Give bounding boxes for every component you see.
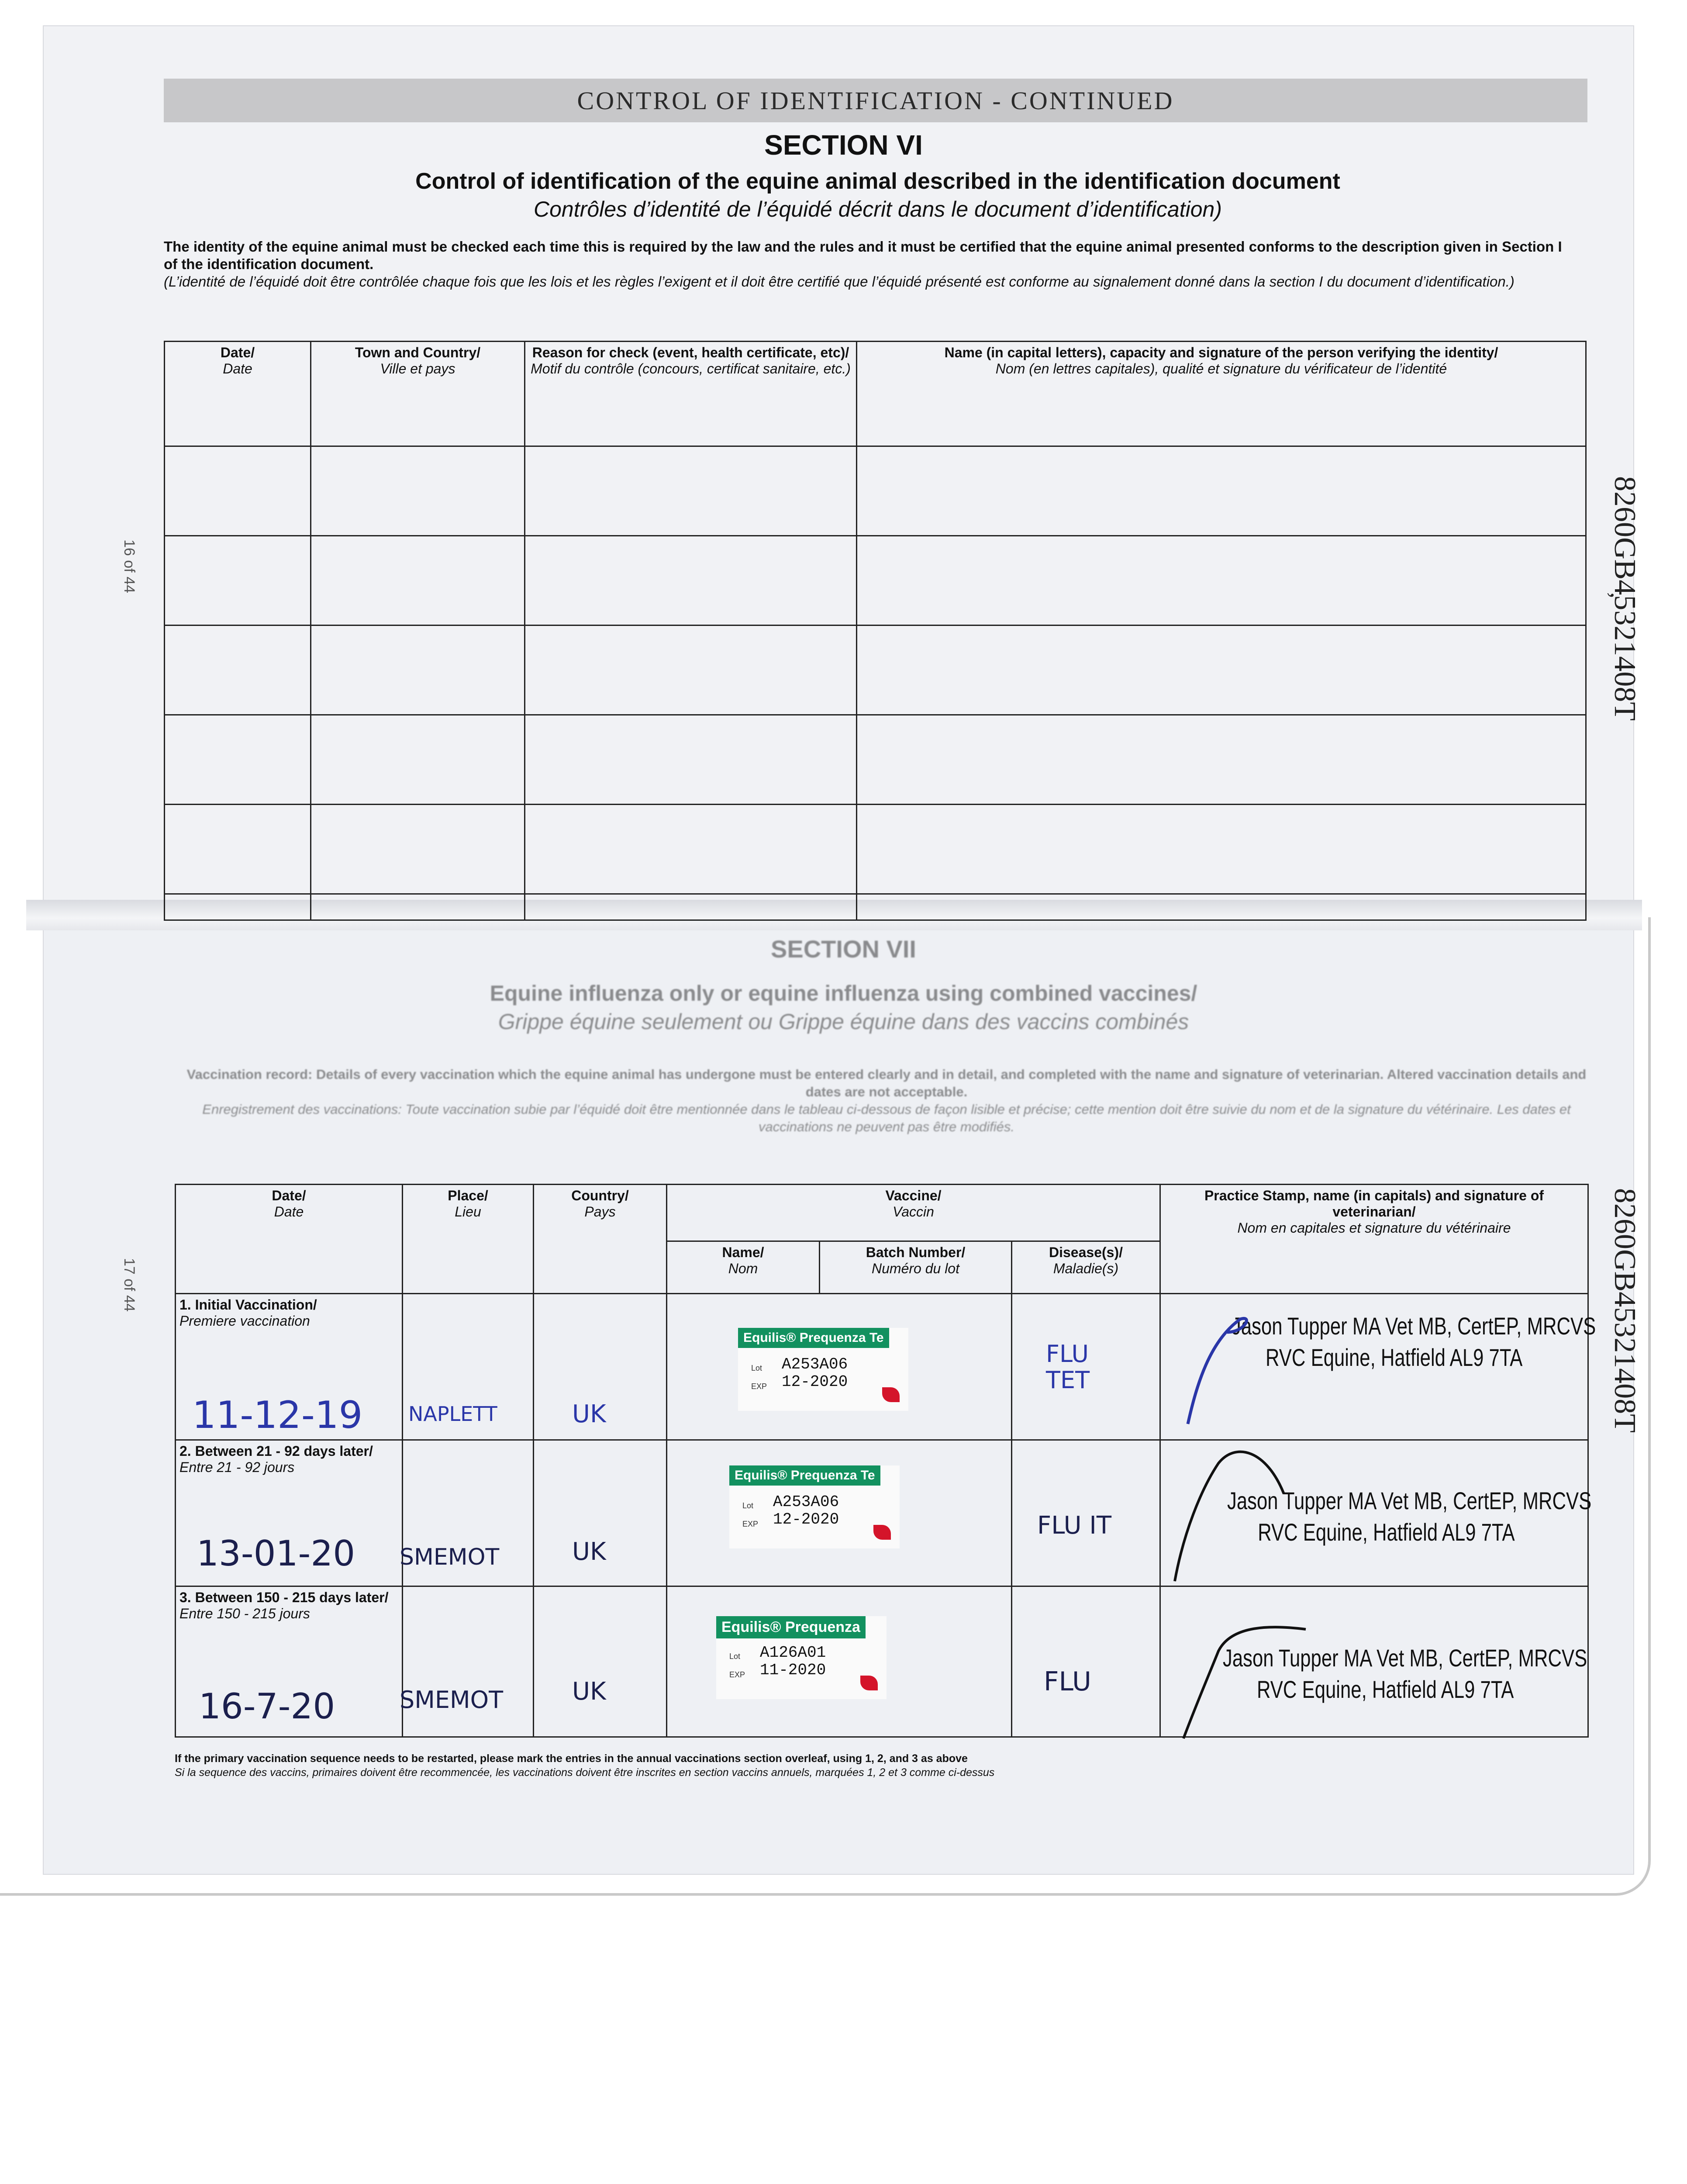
- row1-country: UK: [572, 1400, 606, 1428]
- label-corner-mark: [860, 1676, 878, 1690]
- document-number-top: 8260GB4̦5321408T: [1608, 476, 1642, 721]
- section-vi-title: SECTION VI: [764, 129, 923, 161]
- col-country: Country/ Pays: [534, 1185, 667, 1294]
- row-label-1: 1. Initial Vaccination/ Premiere vaccination: [176, 1294, 403, 1440]
- vet-signature-3: [1175, 1616, 1314, 1747]
- section-vi-intro: [164, 238, 1566, 290]
- vacc-intro-en: Vaccination record: Details of every vaccination which the equine animal has undergone must be entered clearly and in detail, and completed with the name and signature of veterinarian. Altered vaccination details and dates are not acceptable.: [186, 1067, 1587, 1099]
- intro-en: The identity of the equine animal must be checked each time this is required by the law and the rules and it must be certified that the equine animal presented conforms to the description given in Section I of the identification document.: [164, 238, 1562, 272]
- expiry-2: 12-2020: [773, 1510, 839, 1528]
- table-row: [165, 536, 1586, 625]
- intro-fr: (L’identité de l’équidé doit être contrôlée chaque fois que les lois et les règles l’exigent et il doit être certifié que l’équidé présenté est conforme au signalement donné dans la section I du document d’identification.): [164, 273, 1515, 290]
- lot-number-1: A253A06: [782, 1355, 848, 1373]
- table-row: [165, 446, 1586, 536]
- row3-date: 16-7-20: [199, 1686, 335, 1727]
- document-number-bottom: 8260GB45321408T: [1608, 1188, 1642, 1433]
- row3-place: SMEMOT: [400, 1686, 504, 1714]
- section-vi-heading-fr: Contrôles d’identité de l’équidé décrit dans le document d’identification): [534, 197, 1222, 221]
- vaccination-footer-note: [175, 1752, 1590, 1780]
- section-vii-title: SECTION VII: [771, 935, 916, 963]
- vet-signature-2: [1162, 1437, 1293, 1590]
- vaccine-label-1: Equilis® Prequenza Te Lot EXP A253A06 12-2020: [738, 1328, 908, 1411]
- vaccine-label-2: Equilis® Prequenza Te Lot EXP A253A06 12-2020: [729, 1465, 900, 1548]
- col-town: Town and Country/ Ville et pays: [311, 342, 525, 446]
- table-row: [165, 625, 1586, 715]
- vacc-intro-fr: Enregistrement des vaccinations: Toute vaccination subie par l’équidé doit être mentionnée dans le tableau ci-dessous de façon lisible et précise; cette mention doit être suivie du nom et de la signature du vétérinaire. Les dates et vaccinations ne peuvent pas être modifiés.: [202, 1102, 1571, 1134]
- vet-signature-1: [1179, 1306, 1266, 1437]
- row1-date: 11-12-19: [192, 1393, 363, 1437]
- label-corner-mark: [873, 1525, 891, 1540]
- banner-text: CONTROL OF IDENTIFICATION - CONTINUED: [577, 86, 1174, 115]
- col-verifier: Name (in capital letters), capacity and signature of the person verifying the identity/ Nom (en lettres capitales), qualité et signature du vérificateur de l’identité: [857, 342, 1586, 446]
- row1-place: NAPLETT: [408, 1402, 497, 1426]
- col-stamp: Practice Stamp, name (in capitals) and signature of veterinarian/ Nom en capitales et signature du vétérinaire: [1160, 1185, 1588, 1294]
- row-label-3: 3. Between 150 - 215 days later/ Entre 150 - 215 jours: [176, 1586, 403, 1737]
- lot-number-3: A126A01: [760, 1644, 826, 1662]
- row1-disease: FLU TET: [1046, 1340, 1090, 1394]
- section-vii-intro: [181, 1066, 1592, 1136]
- col-reason: Reason for check (event, health certificate, etc)/ Motif du contrôle (concours, certificat sanitaire, etc.): [525, 342, 857, 446]
- expiry-1: 12-2020: [782, 1373, 848, 1391]
- section-vi-heading: Control of identification of the equine animal described in the identification document: [415, 169, 1340, 194]
- page-number-16: 16 of 44: [121, 539, 138, 593]
- lot-number-2: A253A06: [773, 1493, 839, 1511]
- vaccine-name-3: Equilis® Prequenza: [716, 1616, 866, 1638]
- page-number-17: 17 of 44: [121, 1258, 138, 1312]
- table-row: [165, 805, 1586, 894]
- table-row: [165, 894, 1586, 920]
- col-disease: Disease(s)/ Maladie(s): [1012, 1241, 1160, 1294]
- row3-country: UK: [572, 1677, 606, 1706]
- vet-stamp-1: Jason Tupper MA Vet MB, CertEP, MRCVS RVC Equine, Hatfield AL9 7TA: [1232, 1312, 1596, 1371]
- section-banner: [164, 79, 1587, 122]
- vet-stamp-3: Jason Tupper MA Vet MB, CertEP, MRCVS RVC Equine, Hatfield AL9 7TA: [1223, 1644, 1587, 1703]
- row-label-2: 2. Between 21 - 92 days later/ Entre 21 - 92 jours: [176, 1440, 403, 1586]
- footer-fr: Si la sequence des vaccins, primaires doivent être recommencée, les vaccinations doivent être inscrites en section vaccins annuels, marquées 1, 2 et 3 comme ci-dessus: [175, 1766, 995, 1779]
- col-vaccine: Vaccine/ Vaccin: [667, 1185, 1160, 1241]
- section-vii-heading-fr: Grippe équine seulement ou Grippe équine dans des vaccins combinés: [498, 1009, 1189, 1034]
- row2-disease: FLU IT: [1037, 1511, 1112, 1540]
- table-row: [165, 715, 1586, 805]
- col-date: Date/ Date: [176, 1185, 403, 1294]
- col-vaccine-name: Name/ Nom: [667, 1241, 820, 1294]
- row3-disease: FLU: [1044, 1666, 1091, 1697]
- col-date: Date/ Date: [165, 342, 311, 446]
- row2-place: SMEMOT: [400, 1544, 500, 1570]
- section-vii-heading: Equine influenza only or equine influenza using combined vaccines/: [490, 981, 1197, 1006]
- row2-date: 13-01-20: [197, 1533, 355, 1574]
- expiry-3: 11-2020: [760, 1661, 826, 1679]
- col-place: Place/ Lieu: [403, 1185, 534, 1294]
- label-corner-mark: [882, 1387, 900, 1402]
- identification-check-table: [164, 341, 1587, 921]
- footer-en: If the primary vaccination sequence needs to be restarted, please mark the entries in the annual vaccinations section overleaf, using 1, 2, and 3 as above: [175, 1752, 968, 1765]
- vaccine-label-3: Equilis® Prequenza Lot EXP A126A01 11-2020: [716, 1616, 887, 1699]
- row2-country: UK: [572, 1538, 606, 1566]
- vaccine-name-2: Equilis® Prequenza Te: [729, 1465, 880, 1486]
- vet-stamp-2: Jason Tupper MA Vet MB, CertEP, MRCVS RVC Equine, Hatfield AL9 7TA: [1227, 1487, 1592, 1546]
- vaccine-name-1: Equilis® Prequenza Te: [738, 1328, 889, 1348]
- col-batch: Batch Number/ Numéro du lot: [820, 1241, 1012, 1294]
